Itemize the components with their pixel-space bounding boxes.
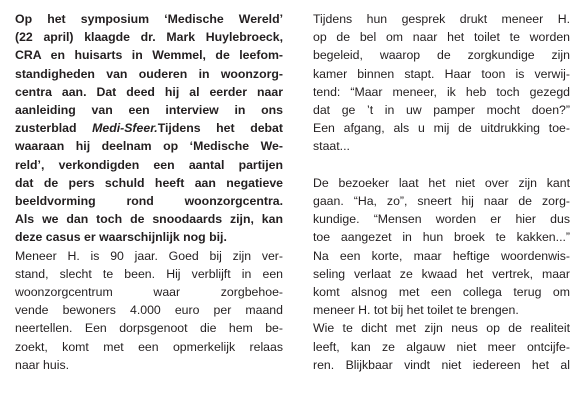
text-line: De bezoeker laat het niet over zijn kant bbox=[313, 175, 570, 190]
text-line: leeft, kan ze algauw niet meer ontcijfe- bbox=[313, 339, 570, 354]
text-line: woonzorgcentrum waar zorgbehoe- bbox=[15, 285, 283, 300]
text-line: gaan. “Ha, zo”, sneert hij naar de zorg- bbox=[313, 194, 570, 209]
text-line: toe aangezet in hun broek te kakken...” bbox=[313, 230, 570, 245]
text-line: op de bel om naar het toilet te worden bbox=[313, 30, 570, 45]
text-line: begeleid, waarop de zorgkundige zijn bbox=[313, 48, 570, 63]
left-column bbox=[15, 10, 283, 374]
text-line: ren. Blijkbaar vindt niet iedereen het al bbox=[313, 357, 570, 372]
text-line: Op het symposium ‘Medische Wereld’ bbox=[15, 12, 283, 26]
text-line: kundige. “Mensen worden er hier dus bbox=[313, 212, 570, 227]
paragraph-spacer bbox=[313, 156, 570, 174]
text-line: staat... bbox=[313, 139, 350, 154]
text-line: neertellen. Een dorpsgenoot die hem be- bbox=[15, 321, 283, 336]
text-line: Na een korte, maar heftige woordenwis- bbox=[313, 248, 570, 263]
text-line: seling verlaat ze kwaad het vertrek, maar bbox=[313, 266, 570, 281]
text-line: beeldvorming rond woonzorgcentra. bbox=[15, 194, 283, 209]
text-line: reld’, verkondigden een aantal partijen bbox=[15, 157, 283, 172]
text-line: (22 april) klaagde dr. Mark Huylebroeck, bbox=[15, 30, 283, 45]
text-fragment: Tijdens het debat bbox=[157, 121, 283, 136]
text-fragment: zusterblad bbox=[15, 121, 93, 136]
text-line: aanleiding van een interview in ons bbox=[15, 103, 283, 118]
text-line: Een afgang, als u mij de uitdrukking toe- bbox=[313, 121, 570, 136]
paragraph-1 bbox=[313, 10, 570, 156]
text-line: kamer binnen stapt. Haar toon is verwij- bbox=[313, 66, 570, 81]
text-line: deze casus er waarschijnlijk nog bij. bbox=[15, 230, 227, 245]
text-line: dat de pers schuld heeft aan negatieve bbox=[15, 175, 283, 190]
text-line: Wie te dicht met zijn neus op de realiteit bbox=[313, 321, 570, 336]
text-line: zoekt, komt met een opmerkelijk relaas bbox=[15, 339, 283, 354]
text-line: stand, slecht te been. Hij verblijft in een bbox=[15, 266, 283, 281]
text-line bbox=[15, 119, 283, 137]
paragraph-2 bbox=[313, 174, 570, 374]
magazine-title: Medi-Sfeer. bbox=[92, 121, 158, 136]
right-column bbox=[313, 10, 570, 374]
text-line: CRA en huisarts in Wemmel, de leefom- bbox=[15, 48, 283, 63]
body-paragraph bbox=[15, 247, 283, 374]
text-line: tend: “Maar meneer, ik heb toch gezegd bbox=[313, 84, 570, 99]
text-line: centra aan. Dat deed hij al eerder naar bbox=[15, 84, 283, 99]
text-line: naar huis. bbox=[15, 357, 70, 372]
text-line: Tijdens hun gesprek drukt meneer H. bbox=[313, 12, 570, 26]
text-line: standigheden van ouderen in woonzorg- bbox=[15, 66, 283, 81]
text-line: Als we dan toch de snoodaards zijn, kan bbox=[15, 212, 283, 227]
text-line: Meneer H. is 90 jaar. Goed bij zijn ver- bbox=[15, 248, 283, 263]
intro-paragraph bbox=[15, 10, 283, 247]
text-line: waaraan hij deelnam op ‘Medische We- bbox=[15, 139, 283, 154]
text-line: meneer H. tot bij het toilet te brengen. bbox=[313, 303, 519, 318]
text-line: vende bewoners 4.000 euro per maand bbox=[15, 303, 283, 318]
text-line: dat ge ’t in uw pamper mocht doen?” bbox=[313, 103, 570, 118]
text-line: komt alsnog met een collega terug om bbox=[313, 285, 570, 300]
